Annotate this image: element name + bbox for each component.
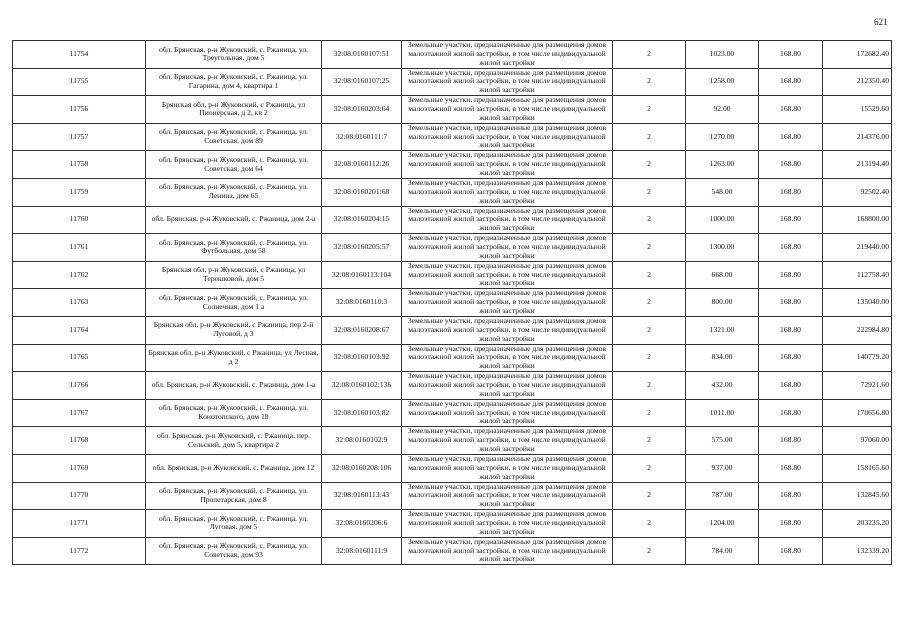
area-cell: 1204.00 [686, 510, 759, 538]
specific-value-cell: 168.80 [759, 344, 823, 372]
specific-value-cell: 168.80 [759, 96, 823, 124]
address-cell: обл. Брянская, р-н Жуковский, с. Ржаница, дом 12 [146, 454, 322, 482]
cadastral-number-cell: 32:08:0160208:106 [322, 454, 402, 482]
area-cell: 1300.00 [686, 234, 759, 262]
row-number-cell: 11754 [13, 41, 146, 69]
cadastral-value-cell: 140779.20 [823, 344, 892, 372]
cadastral-value-cell: 172682.40 [823, 41, 892, 69]
row-number-cell: 11764 [13, 316, 146, 344]
cadastral-value-cell: 170656.80 [823, 399, 892, 427]
group-cell: 2 [613, 344, 686, 372]
row-number-cell: 11766 [13, 372, 146, 400]
area-cell: 1011.00 [686, 399, 759, 427]
cadastral-number-cell: 32:08:0160206:6 [322, 510, 402, 538]
address-cell: Брянская обл, р-н Жуковский, с Ржаница, ул Лесная, д 2 [146, 344, 322, 372]
land-category-cell: Земельные участки, предназначенные для размещения домов малоэтажной жилой застройки, в том числе индивидуальной жилой застройки [402, 96, 613, 124]
row-number-cell: 11768 [13, 427, 146, 455]
address-cell: обл. Брянская, р-н Жуковский, с. Ржаница, ул. Советская, дом 93 [146, 537, 322, 565]
group-cell: 2 [613, 96, 686, 124]
specific-value-cell: 168.80 [759, 151, 823, 179]
address-cell: обл. Брянская, р-н Жуковский, с. Ржаница, ул. Луговая, дом 5 [146, 510, 322, 538]
table-row [13, 316, 892, 344]
table-row [13, 289, 892, 317]
address-cell: обл. Брянская, р-н Жуковский, с. Ржаница, ул. Солнечная, дом 1 а [146, 289, 322, 317]
group-cell: 2 [613, 178, 686, 206]
land-category-cell: Земельные участки, предназначенные для размещения домов малоэтажной жилой застройки, в том числе индивидуальной жилой застройки [402, 234, 613, 262]
row-number-cell: 11763 [13, 289, 146, 317]
specific-value-cell: 168.80 [759, 41, 823, 69]
table-row [13, 399, 892, 427]
land-category-cell: Земельные участки, предназначенные для размещения домов малоэтажной жилой застройки, в том числе индивидуальной жилой застройки [402, 372, 613, 400]
cadastral-value-cell: 135040.00 [823, 289, 892, 317]
row-number-cell: 11757 [13, 123, 146, 151]
specific-value-cell: 168.80 [759, 123, 823, 151]
specific-value-cell: 168.80 [759, 537, 823, 565]
area-cell: 1000.00 [686, 206, 759, 234]
group-cell: 2 [613, 372, 686, 400]
cadastral-value-cell: 203235.20 [823, 510, 892, 538]
cadastral-value-cell: 132845.60 [823, 482, 892, 510]
row-number-cell: 11771 [13, 510, 146, 538]
land-category-cell: Земельные участки, предназначенные для размещения домов малоэтажной жилой застройки, в том числе индивидуальной жилой застройки [402, 344, 613, 372]
group-cell: 2 [613, 427, 686, 455]
land-category-cell: Земельные участки, предназначенные для размещения домов малоэтажной жилой застройки, в том числе индивидуальной жилой застройки [402, 454, 613, 482]
cadastral-number-cell: 32:08:0160113:43 [322, 482, 402, 510]
specific-value-cell: 168.80 [759, 261, 823, 289]
specific-value-cell: 168.80 [759, 372, 823, 400]
area-cell: 1321.00 [686, 316, 759, 344]
specific-value-cell: 168.80 [759, 234, 823, 262]
specific-value-cell: 168.80 [759, 427, 823, 455]
area-cell: 787.00 [686, 482, 759, 510]
table-row [13, 454, 892, 482]
cadastral-value-cell: 168800.00 [823, 206, 892, 234]
address-cell: обл. Брянская, р-н Жуковский, с. Ржаница, ул. Советская, дом 64 [146, 151, 322, 179]
table-row [13, 96, 892, 124]
group-cell: 2 [613, 41, 686, 69]
cadastral-value-cell: 214376.00 [823, 123, 892, 151]
row-number-cell: 11758 [13, 151, 146, 179]
specific-value-cell: 168.80 [759, 399, 823, 427]
cadastral-value-cell: 212350.40 [823, 68, 892, 96]
row-number-cell: 11755 [13, 68, 146, 96]
area-cell: 432.00 [686, 372, 759, 400]
specific-value-cell: 168.80 [759, 68, 823, 96]
cadastral-value-cell: 222984.80 [823, 316, 892, 344]
area-cell: 92.00 [686, 96, 759, 124]
cadastral-number-cell: 32:08:0160107:25 [322, 68, 402, 96]
row-number-cell: 11761 [13, 234, 146, 262]
cadastral-number-cell: 32:08:0160110:3 [322, 289, 402, 317]
table-row [13, 537, 892, 565]
specific-value-cell: 168.80 [759, 482, 823, 510]
cadastral-value-cell: 15529.60 [823, 96, 892, 124]
land-category-cell: Земельные участки, предназначенные для размещения домов малоэтажной жилой застройки, в том числе индивидуальной жилой застройки [402, 41, 613, 69]
table-row [13, 427, 892, 455]
cadastral-number-cell: 32:08:0160203:64 [322, 96, 402, 124]
group-cell: 2 [613, 537, 686, 565]
cadastral-number-cell: 32:08:0160112:26 [322, 151, 402, 179]
table-row [13, 178, 892, 206]
land-category-cell: Земельные участки, предназначенные для размещения домов малоэтажной жилой застройки, в том числе индивидуальной жилой застройки [402, 482, 613, 510]
row-number-cell: 11769 [13, 454, 146, 482]
row-number-cell: 11765 [13, 344, 146, 372]
table-row [13, 344, 892, 372]
land-category-cell: Земельные участки, предназначенные для размещения домов малоэтажной жилой застройки, в том числе индивидуальной жилой застройки [402, 510, 613, 538]
address-cell: обл. Брянская, р-н Жуковский, с. Ржаница, дом 1-а [146, 372, 322, 400]
area-cell: 937.00 [686, 454, 759, 482]
specific-value-cell: 168.80 [759, 178, 823, 206]
group-cell: 2 [613, 68, 686, 96]
row-number-cell: 11762 [13, 261, 146, 289]
land-category-cell: Земельные участки, предназначенные для размещения домов малоэтажной жилой застройки, в том числе индивидуальной жилой застройки [402, 206, 613, 234]
area-cell: 575.00 [686, 427, 759, 455]
table-row [13, 68, 892, 96]
land-category-cell: Земельные участки, предназначенные для размещения домов малоэтажной жилой застройки, в том числе индивидуальной жилой застройки [402, 68, 613, 96]
land-category-cell: Земельные участки, предназначенные для размещения домов малоэтажной жилой застройки, в том числе индивидуальной жилой застройки [402, 537, 613, 565]
address-cell: обл. Брянская, р-н Жуковский, с. Ржаница, ул. Треугольная, дом 5 [146, 41, 322, 69]
table-row [13, 482, 892, 510]
row-number-cell: 11756 [13, 96, 146, 124]
cadastral-value-cell: 213194.40 [823, 151, 892, 179]
table-row [13, 234, 892, 262]
address-cell: обл. Брянская, р-н Жуковский, с. Ржаница, ул. Ленина, дом 65 [146, 178, 322, 206]
land-category-cell: Земельные участки, предназначенные для размещения домов малоэтажной жилой застройки, в том числе индивидуальной жилой застройки [402, 289, 613, 317]
address-cell: обл. Брянская, р-н Жуковский, с. Ржаница, ул. Конотопского, дом 18 [146, 399, 322, 427]
land-category-cell: Земельные участки, предназначенные для размещения домов малоэтажной жилой застройки, в том числе индивидуальной жилой застройки [402, 261, 613, 289]
cadastral-number-cell: 32:08:0160204:15 [322, 206, 402, 234]
land-category-cell: Земельные участки, предназначенные для размещения домов малоэтажной жилой застройки, в том числе индивидуальной жилой застройки [402, 316, 613, 344]
area-cell: 834.00 [686, 344, 759, 372]
group-cell: 2 [613, 482, 686, 510]
group-cell: 2 [613, 206, 686, 234]
table-row [13, 261, 892, 289]
table-row [13, 206, 892, 234]
row-number-cell: 11772 [13, 537, 146, 565]
group-cell: 2 [613, 510, 686, 538]
area-cell: 784.00 [686, 537, 759, 565]
cadastral-number-cell: 32:08:0160205:57 [322, 234, 402, 262]
land-category-cell: Земельные участки, предназначенные для размещения домов малоэтажной жилой застройки, в том числе индивидуальной жилой застройки [402, 178, 613, 206]
row-number-cell: 11760 [13, 206, 146, 234]
specific-value-cell: 168.80 [759, 316, 823, 344]
cadastral-number-cell: 32:08:0160103:82 [322, 399, 402, 427]
row-number-cell: 11767 [13, 399, 146, 427]
address-cell: обл. Брянская, р-н Жуковский, с. Ржаница, ул. Советская, дом 89 [146, 123, 322, 151]
group-cell: 2 [613, 234, 686, 262]
row-number-cell: 11770 [13, 482, 146, 510]
cadastral-value-cell: 158165.60 [823, 454, 892, 482]
group-cell: 2 [613, 151, 686, 179]
table-row [13, 151, 892, 179]
cadastral-number-cell: 32:08:0160102:9 [322, 427, 402, 455]
cadastral-number-cell: 32:08:0160102:136 [322, 372, 402, 400]
area-cell: 668.00 [686, 261, 759, 289]
table-row [13, 372, 892, 400]
cadastral-value-cell: 92502.40 [823, 178, 892, 206]
cadastral-value-cell: 219440.00 [823, 234, 892, 262]
specific-value-cell: 168.80 [759, 289, 823, 317]
land-category-cell: Земельные участки, предназначенные для размещения домов малоэтажной жилой застройки, в том числе индивидуальной жилой застройки [402, 151, 613, 179]
cadastral-value-cell: 112758.40 [823, 261, 892, 289]
area-cell: 800.00 [686, 289, 759, 317]
row-number-cell: 11759 [13, 178, 146, 206]
land-category-cell: Земельные участки, предназначенные для размещения домов малоэтажной жилой застройки, в том числе индивидуальной жилой застройки [402, 123, 613, 151]
area-cell: 1023.00 [686, 41, 759, 69]
cadastral-value-cell: 97060.00 [823, 427, 892, 455]
cadastral-number-cell: 32:08:0160201:68 [322, 178, 402, 206]
area-cell: 1270.00 [686, 123, 759, 151]
specific-value-cell: 168.80 [759, 454, 823, 482]
group-cell: 2 [613, 289, 686, 317]
area-cell: 1263.00 [686, 151, 759, 179]
land-category-cell: Земельные участки, предназначенные для размещения домов малоэтажной жилой застройки, в том числе индивидуальной жилой застройки [402, 427, 613, 455]
table-row [13, 41, 892, 69]
table-body [13, 41, 892, 565]
address-cell: обл. Брянская, р-н Жуковский, с. Ржаница, пер. Сельский, дом 5, квартира 2 [146, 427, 322, 455]
area-cell: 1258.00 [686, 68, 759, 96]
address-cell: Брянская обл, р-н Жуковский, с Ржаница, пер 2-й Луговой, д 3 [146, 316, 322, 344]
table-row [13, 123, 892, 151]
address-cell: обл. Брянская, р-н Жуковский, с. Ржаница, ул. Футбольная, дом 58 [146, 234, 322, 262]
land-category-cell: Земельные участки, предназначенные для размещения домов малоэтажной жилой застройки, в том числе индивидуальной жилой застройки [402, 399, 613, 427]
land-registry-table [12, 40, 892, 565]
address-cell: Брянская обл, р-н Жуковский, с Ржаница, ул Пионерская, д 2, кв 2 [146, 96, 322, 124]
address-cell: обл. Брянская, р-н Жуковский, с. Ржаница, дом 2-а [146, 206, 322, 234]
group-cell: 2 [613, 454, 686, 482]
cadastral-number-cell: 32:08:0160103:92 [322, 344, 402, 372]
cadastral-value-cell: 72921.60 [823, 372, 892, 400]
cadastral-number-cell: 32:08:0160111:7 [322, 123, 402, 151]
group-cell: 2 [613, 261, 686, 289]
specific-value-cell: 168.80 [759, 510, 823, 538]
cadastral-number-cell: 32:08:0160107:51 [322, 41, 402, 69]
group-cell: 2 [613, 399, 686, 427]
cadastral-value-cell: 132339.20 [823, 537, 892, 565]
specific-value-cell: 168.80 [759, 206, 823, 234]
address-cell: обл. Брянская, р-н Жуковский, с. Ржаница, ул. Гагарина, дом 4, квартира 1 [146, 68, 322, 96]
address-cell: обл. Брянская, р-н Жуковский, с. Ржаница, ул. Пролетарская, дом 8 [146, 482, 322, 510]
page-number: 621 [874, 17, 888, 27]
cadastral-number-cell: 32:08:0160113:104 [322, 261, 402, 289]
cadastral-number-cell: 32:08:0160111:9 [322, 537, 402, 565]
group-cell: 2 [613, 316, 686, 344]
group-cell: 2 [613, 123, 686, 151]
area-cell: 548.00 [686, 178, 759, 206]
table-row [13, 510, 892, 538]
cadastral-number-cell: 32:08:0160208:67 [322, 316, 402, 344]
address-cell: Брянская обл, р-н Жуковский, с Ржаница, ул Терешковой, дом 5 [146, 261, 322, 289]
